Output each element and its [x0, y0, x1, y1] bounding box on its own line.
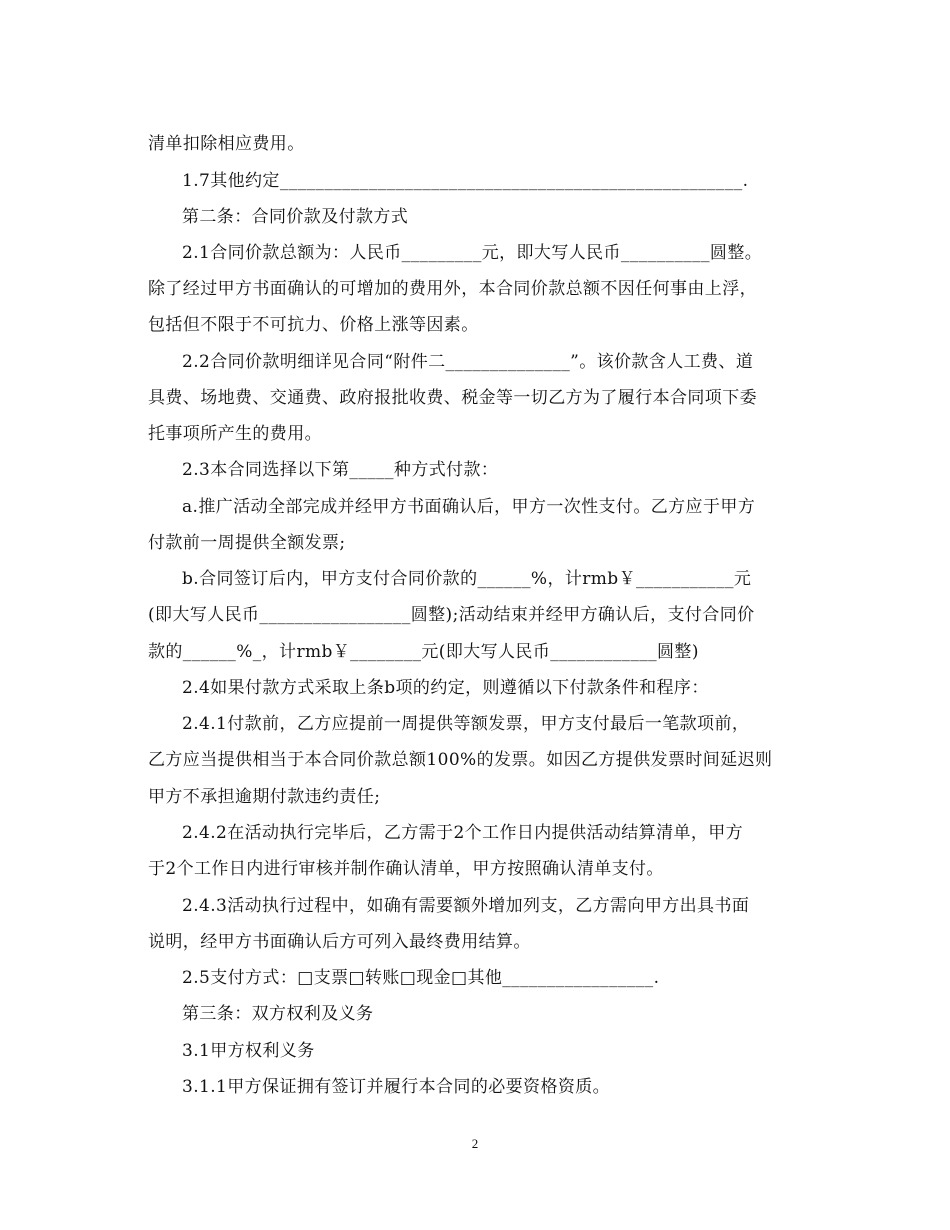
text-line: a.推广活动全部完成并经甲方书面确认后，甲方一次性支付。乙方应于甲方	[182, 497, 756, 517]
text-line: 3.1.1甲方保证拥有签订并履行本合同的必要资格资质。	[182, 1077, 611, 1097]
text-line: 款的______%_，计rmb￥________元(即大写人民币____________圆整)	[148, 642, 699, 662]
section-heading: 第二条：合同价款及付款方式	[182, 207, 409, 227]
text-line: 3.1甲方权利义务	[182, 1041, 315, 1061]
text-line: 甲方不承担逾期付款违约责任;	[148, 787, 381, 807]
text-line: 2.5支付方式：□支票□转账□现金□其他_________________.	[182, 968, 660, 988]
text-line: 乙方应当提供相当于本合同价款总额100%的发票。如因乙方提供发票时间延迟则	[148, 750, 773, 770]
section-heading: 第三条：双方权利及义务	[182, 1004, 374, 1024]
text-line: 清单扣除相应费用。	[148, 134, 305, 154]
text-line: 说明，经甲方书面确认后方可列入最终费用结算。	[148, 932, 531, 952]
text-line: 1.7其他约定____________________________________________________.	[182, 171, 749, 191]
text-line: 具费、场地费、交通费、政府报批收费、税金等一切乙方为了履行本合同项下委	[148, 388, 757, 408]
text-line: 付款前一周提供全额发票;	[148, 533, 346, 553]
text-line: 包括但不限于不可抗力、价格上涨等因素。	[148, 315, 479, 335]
text-line: 2.4.3活动执行过程中，如确有需要额外增加列支，乙方需向甲方出具书面	[182, 896, 750, 916]
text-line: 除了经过甲方书面确认的可增加的费用外，本合同价款总额不因任何事由上浮，	[148, 279, 757, 299]
page-number: 2	[471, 1136, 479, 1151]
text-line: 2.1合同价款总额为：人民币_________元，即大写人民币__________圆整。	[182, 243, 763, 263]
text-line: 托事项所产生的费用。	[148, 424, 322, 444]
text-line: 2.4.1付款前，乙方应提前一周提供等额发票，甲方支付最后一笔款项前，	[182, 714, 750, 734]
text-line: 于2个工作日内进行审核并制作确认清单，甲方按照确认清单支付。	[148, 859, 664, 879]
text-line: 2.2合同价款明细详见合同“附件二______________”。该价款含人工费、道	[182, 352, 754, 372]
text-line: b.合同签订后内，甲方支付合同价款的______%，计rmb￥___________元	[182, 569, 752, 589]
text-line: 2.4.2在活动执行完毕后，乙方需于2个工作日内提供活动结算清单，甲方	[182, 823, 744, 843]
text-line: 2.4如果付款方式采取上条b项的约定，则遵循以下付款条件和程序：	[182, 678, 709, 698]
text-line: 2.3本合同选择以下第_____种方式付款：	[182, 460, 499, 480]
text-line: (即大写人民币_________________圆整);活动结束并经甲方确认后，支付合同价	[148, 605, 755, 625]
